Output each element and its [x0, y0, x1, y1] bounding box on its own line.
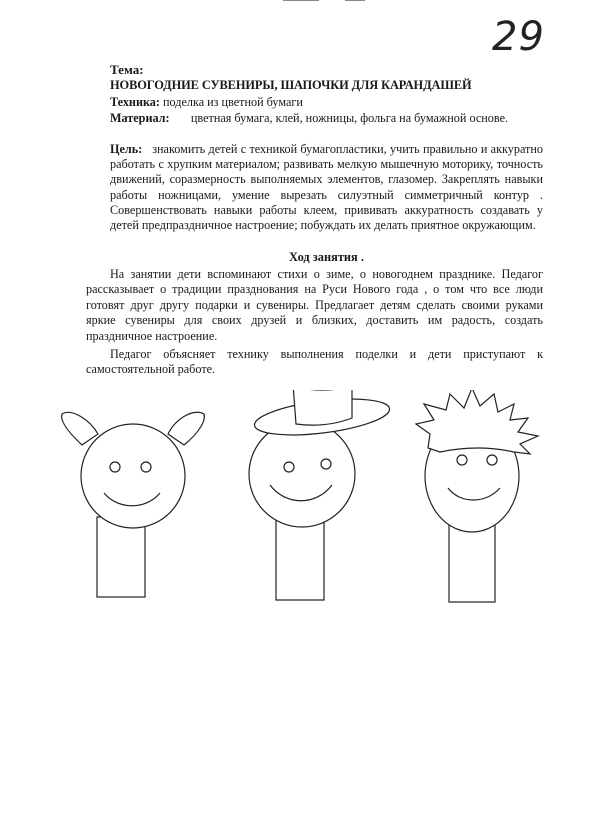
lesson-paragraph-2: Педагог объясняет технику выполнения поделки и дети приступают к самостоятельной работе. — [86, 347, 543, 377]
cat-cap-body — [97, 517, 145, 597]
hat-head-circle — [249, 421, 355, 527]
material-label: Материал: — [110, 111, 170, 125]
hat-cap-body — [276, 518, 324, 600]
spiky-hair — [416, 390, 538, 454]
topic-title: НОВОГОДНИЕ СУВЕНИРЫ, ШАПОЧКИ ДЛЯ КАРАНДАШЕЙ — [110, 78, 472, 92]
top-edge-mark-right — [345, 0, 365, 1]
material-row — [110, 111, 543, 126]
goal-row — [110, 142, 543, 233]
material-value: цветная бумага, клей, ножницы, фольга на бумажной основе. — [190, 111, 509, 125]
hat-crown — [293, 390, 352, 425]
pencil-caps-illustration — [0, 390, 603, 610]
top-edge-mark-left — [283, 0, 319, 1]
cat-right-ear — [168, 412, 204, 445]
spiky-cap-body — [449, 522, 495, 602]
spiky-cap-figure — [416, 390, 538, 602]
goal-label: Цель: — [110, 142, 143, 156]
technique-value: поделка из цветной бумаги — [163, 95, 303, 109]
cat-head-circle — [81, 424, 185, 528]
page-number: 29 — [492, 14, 545, 60]
goal-value: знакомить детей с техникой бумагопластики, учить правильно и аккуратно работать с хрупким материалом; развивать мелкую мышечную моторику, точность движений, соразмерность выполняемых элементов, глазомер. Закреплять навыки работы ножницами, умение вырезать силуэтный симметричный контур . Совершенствовать навыки работы клеем, прививать аккуратность создавать у детей предпраздничное настроение; побуждать их делать приятное окружающим. — [110, 142, 543, 233]
lesson-heading: Ход занятия . — [289, 250, 364, 264]
cat-left-ear — [62, 412, 98, 445]
hat-cap-figure — [249, 390, 391, 600]
cat-cap-figure — [62, 412, 205, 597]
technique-row — [110, 95, 543, 110]
lesson-paragraph-1: На занятии дети вспоминают стихи о зиме, о новогоднем празднике. Педагог рассказывает о традиции празднования на Руси Нового года , о том что все люди готовят друг другу подарки и сувениры. Предлагает детям сделать своими руками яркие сувениры для своих друзей и близких, доставить им радость, создать праздничное настроение. — [86, 267, 543, 343]
technique-label: Техника: — [110, 95, 160, 109]
topic-label: Тема: — [110, 62, 144, 77]
